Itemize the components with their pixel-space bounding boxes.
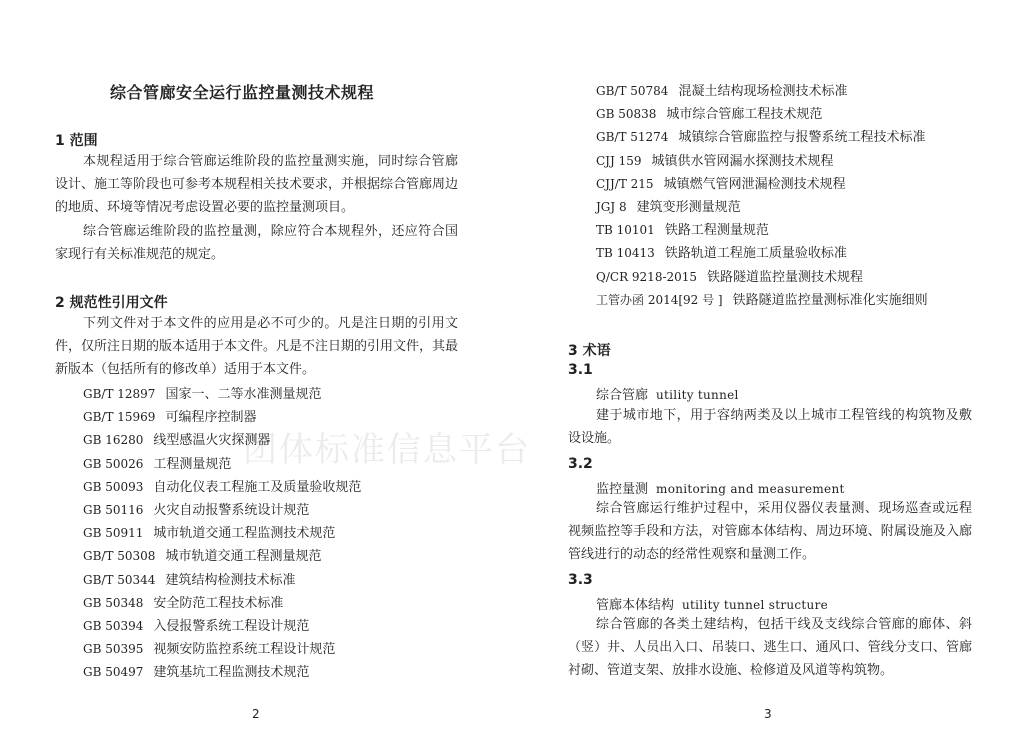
term-name (596, 478, 845, 497)
reference-name: 城镇燃气管网泄漏检测技术规程 (663, 176, 846, 192)
reference-name: 可编程序控制器 (165, 410, 257, 426)
reference-name: 城镇供水管网漏水探测技术规程 (651, 153, 834, 169)
reference-code: GB/T 51274 (596, 130, 669, 145)
reference-code: GB/T 50344 (83, 572, 156, 587)
term-number: 3.1 (568, 362, 593, 378)
reference-item (83, 521, 361, 544)
reference-code: GB 50395 (83, 642, 144, 657)
reference-code: Q/CR 9218-2015 (596, 269, 698, 284)
reference-code: GB 50348 (83, 595, 144, 610)
reference-name: 铁路工程测量规范 (664, 223, 769, 239)
watermark: 团体标准信息平台 (243, 430, 531, 470)
reference-item (83, 568, 361, 591)
reference-item (83, 544, 361, 567)
reference-code: GB 50093 (83, 479, 144, 494)
reference-item (596, 195, 928, 218)
section-2-intro: 下列文件对于本文件的应用是必不可少的。凡是注日期的引用文件，仅所注日期的版本适用于本文件。凡是不注日期的引用文件，其最新版本（包括所有的修改单）适用于本文件。 (55, 316, 459, 377)
reference-item (596, 149, 928, 172)
reference-name: 国家一、二等水准测量规范 (165, 387, 322, 402)
term-name-zh: 管廊本体结构 (596, 598, 675, 613)
term-number: 3.3 (568, 572, 593, 588)
reference-list-left (83, 382, 361, 683)
term-name (596, 384, 739, 403)
reference-item (596, 218, 928, 241)
reference-code: TB 10101 (596, 223, 655, 238)
reference-code: GB/T 50784 (596, 84, 669, 98)
section-2-heading: 2 规范性引用文件 (55, 295, 168, 311)
reference-list-right (596, 79, 928, 311)
reference-code: GB/T 50308 (83, 549, 156, 564)
reference-code: GB 50911 (83, 526, 144, 541)
reference-name: 城市轨道交通工程测量规范 (165, 549, 322, 565)
reference-item (596, 125, 928, 148)
reference-code: GB 50116 (83, 502, 144, 517)
reference-name: 城市综合管廊工程技术规范 (666, 107, 823, 123)
reference-code: GB 50026 (83, 456, 144, 471)
reference-code: GB 50394 (83, 618, 144, 633)
reference-name: 工程测量规范 (153, 456, 232, 472)
reference-code: CJJ/T 215 (596, 176, 654, 191)
reference-item (83, 475, 361, 498)
reference-name: 混凝土结构现场检测技术标准 (678, 84, 848, 99)
reference-item (83, 637, 361, 660)
reference-item (83, 614, 361, 637)
term-name-en: monitoring and measurement (656, 482, 845, 496)
reference-item (83, 498, 361, 521)
reference-name: 铁路隧道监控量测标准化实施细则 (732, 292, 928, 308)
page-right (512, 0, 1024, 750)
reference-code: GB 50497 (83, 665, 144, 680)
term-name-zh: 监控量测 (596, 482, 649, 497)
reference-item (596, 241, 928, 264)
reference-code: CJJ 159 (596, 153, 642, 168)
reference-name: 自动化仪表工程施工及质量验收规范 (153, 479, 362, 495)
term-name-zh: 综合管廊 (596, 388, 649, 403)
page-number-left: 2 (252, 707, 260, 721)
reference-code: GB 50838 (596, 107, 657, 122)
term-name-en: utility tunnel (656, 388, 739, 402)
reference-item (83, 428, 361, 451)
section-1-paragraph-2: 综合管廊运维阶段的监控量测，除应符合本规程外，还应符合国家现行有关标准规范的规定。 (55, 224, 458, 262)
reference-code: JGJ 8 (596, 199, 627, 214)
reference-name: 城镇综合管廊监控与报警系统工程技术标准 (678, 130, 926, 146)
reference-name: 铁路轨道工程施工质量验收标准 (664, 246, 847, 262)
reference-name: 城市轨道交通工程监测技术规范 (153, 526, 336, 542)
reference-code: GB/T 12897 (83, 387, 156, 401)
reference-code: GB 16280 (83, 433, 144, 448)
document-title: 综合管廊安全运行监控量测技术规程 (110, 83, 375, 102)
term-definition: 综合管廊运行维护过程中，采用仪器仪表量测、现场巡查或远程视频监控等手段和方法，对管廊本体结构、周边环境、附属设施及入廊管线进行的动态的经常性观察和量测工作。 (568, 501, 972, 562)
section-1-heading: 1 范围 (55, 133, 98, 149)
reference-item (596, 288, 928, 311)
reference-item (83, 382, 361, 405)
reference-code: TB 10413 (596, 246, 655, 261)
reference-code: 工管办函 2014[92 号 ] (596, 292, 723, 307)
term-name (596, 594, 828, 613)
reference-item (83, 405, 361, 428)
term-number: 3.2 (568, 456, 593, 472)
reference-name: 线型感温火灾探测器 (153, 433, 271, 449)
reference-name: 建筑基坑工程监测技术规范 (153, 665, 310, 681)
reference-item (83, 660, 361, 683)
reference-name: 铁路隧道监控量测技术规程 (707, 269, 864, 285)
section-1-paragraph-1: 本规程适用于综合管廊运维阶段的监控量测实施，同时综合管廊设计、施工等阶段也可参考本规程相关技术要求，并根据综合管廊周边的地质、环境等情况考虑设置必要的监控量测项目。 (55, 154, 459, 215)
section-3-heading: 3 术语 (568, 343, 611, 359)
reference-item (83, 452, 361, 475)
reference-item (596, 79, 928, 102)
page-number-right: 3 (764, 707, 772, 721)
reference-name: 火灾自动报警系统设计规范 (153, 502, 310, 518)
reference-name: 入侵报警系统工程设计规范 (153, 618, 310, 634)
term-name-en: utility tunnel structure (682, 598, 829, 612)
term-definition: 综合管廊的各类土建结构，包括干线及支线综合管廊的廊体、斜（竖）井、人员出入口、吊装口、逃生口、通风口、管线分支口、管廊衬砌、管道支架、放排水设施、检修道及风道等构筑物。 (568, 617, 972, 678)
reference-name: 视频安防监控系统工程设计规范 (153, 642, 336, 658)
term-definition: 建于城市地下，用于容纳两类及以上城市工程管线的构筑物及敷设设施。 (568, 408, 972, 446)
reference-code: GB/T 15969 (83, 410, 156, 425)
reference-item (596, 172, 928, 195)
reference-name: 安全防范工程技术标准 (153, 595, 284, 611)
reference-name: 建筑变形测量规范 (636, 199, 741, 215)
reference-item (596, 265, 928, 288)
reference-item (83, 591, 361, 614)
reference-item (596, 102, 928, 125)
reference-name: 建筑结构检测技术标准 (165, 572, 296, 588)
